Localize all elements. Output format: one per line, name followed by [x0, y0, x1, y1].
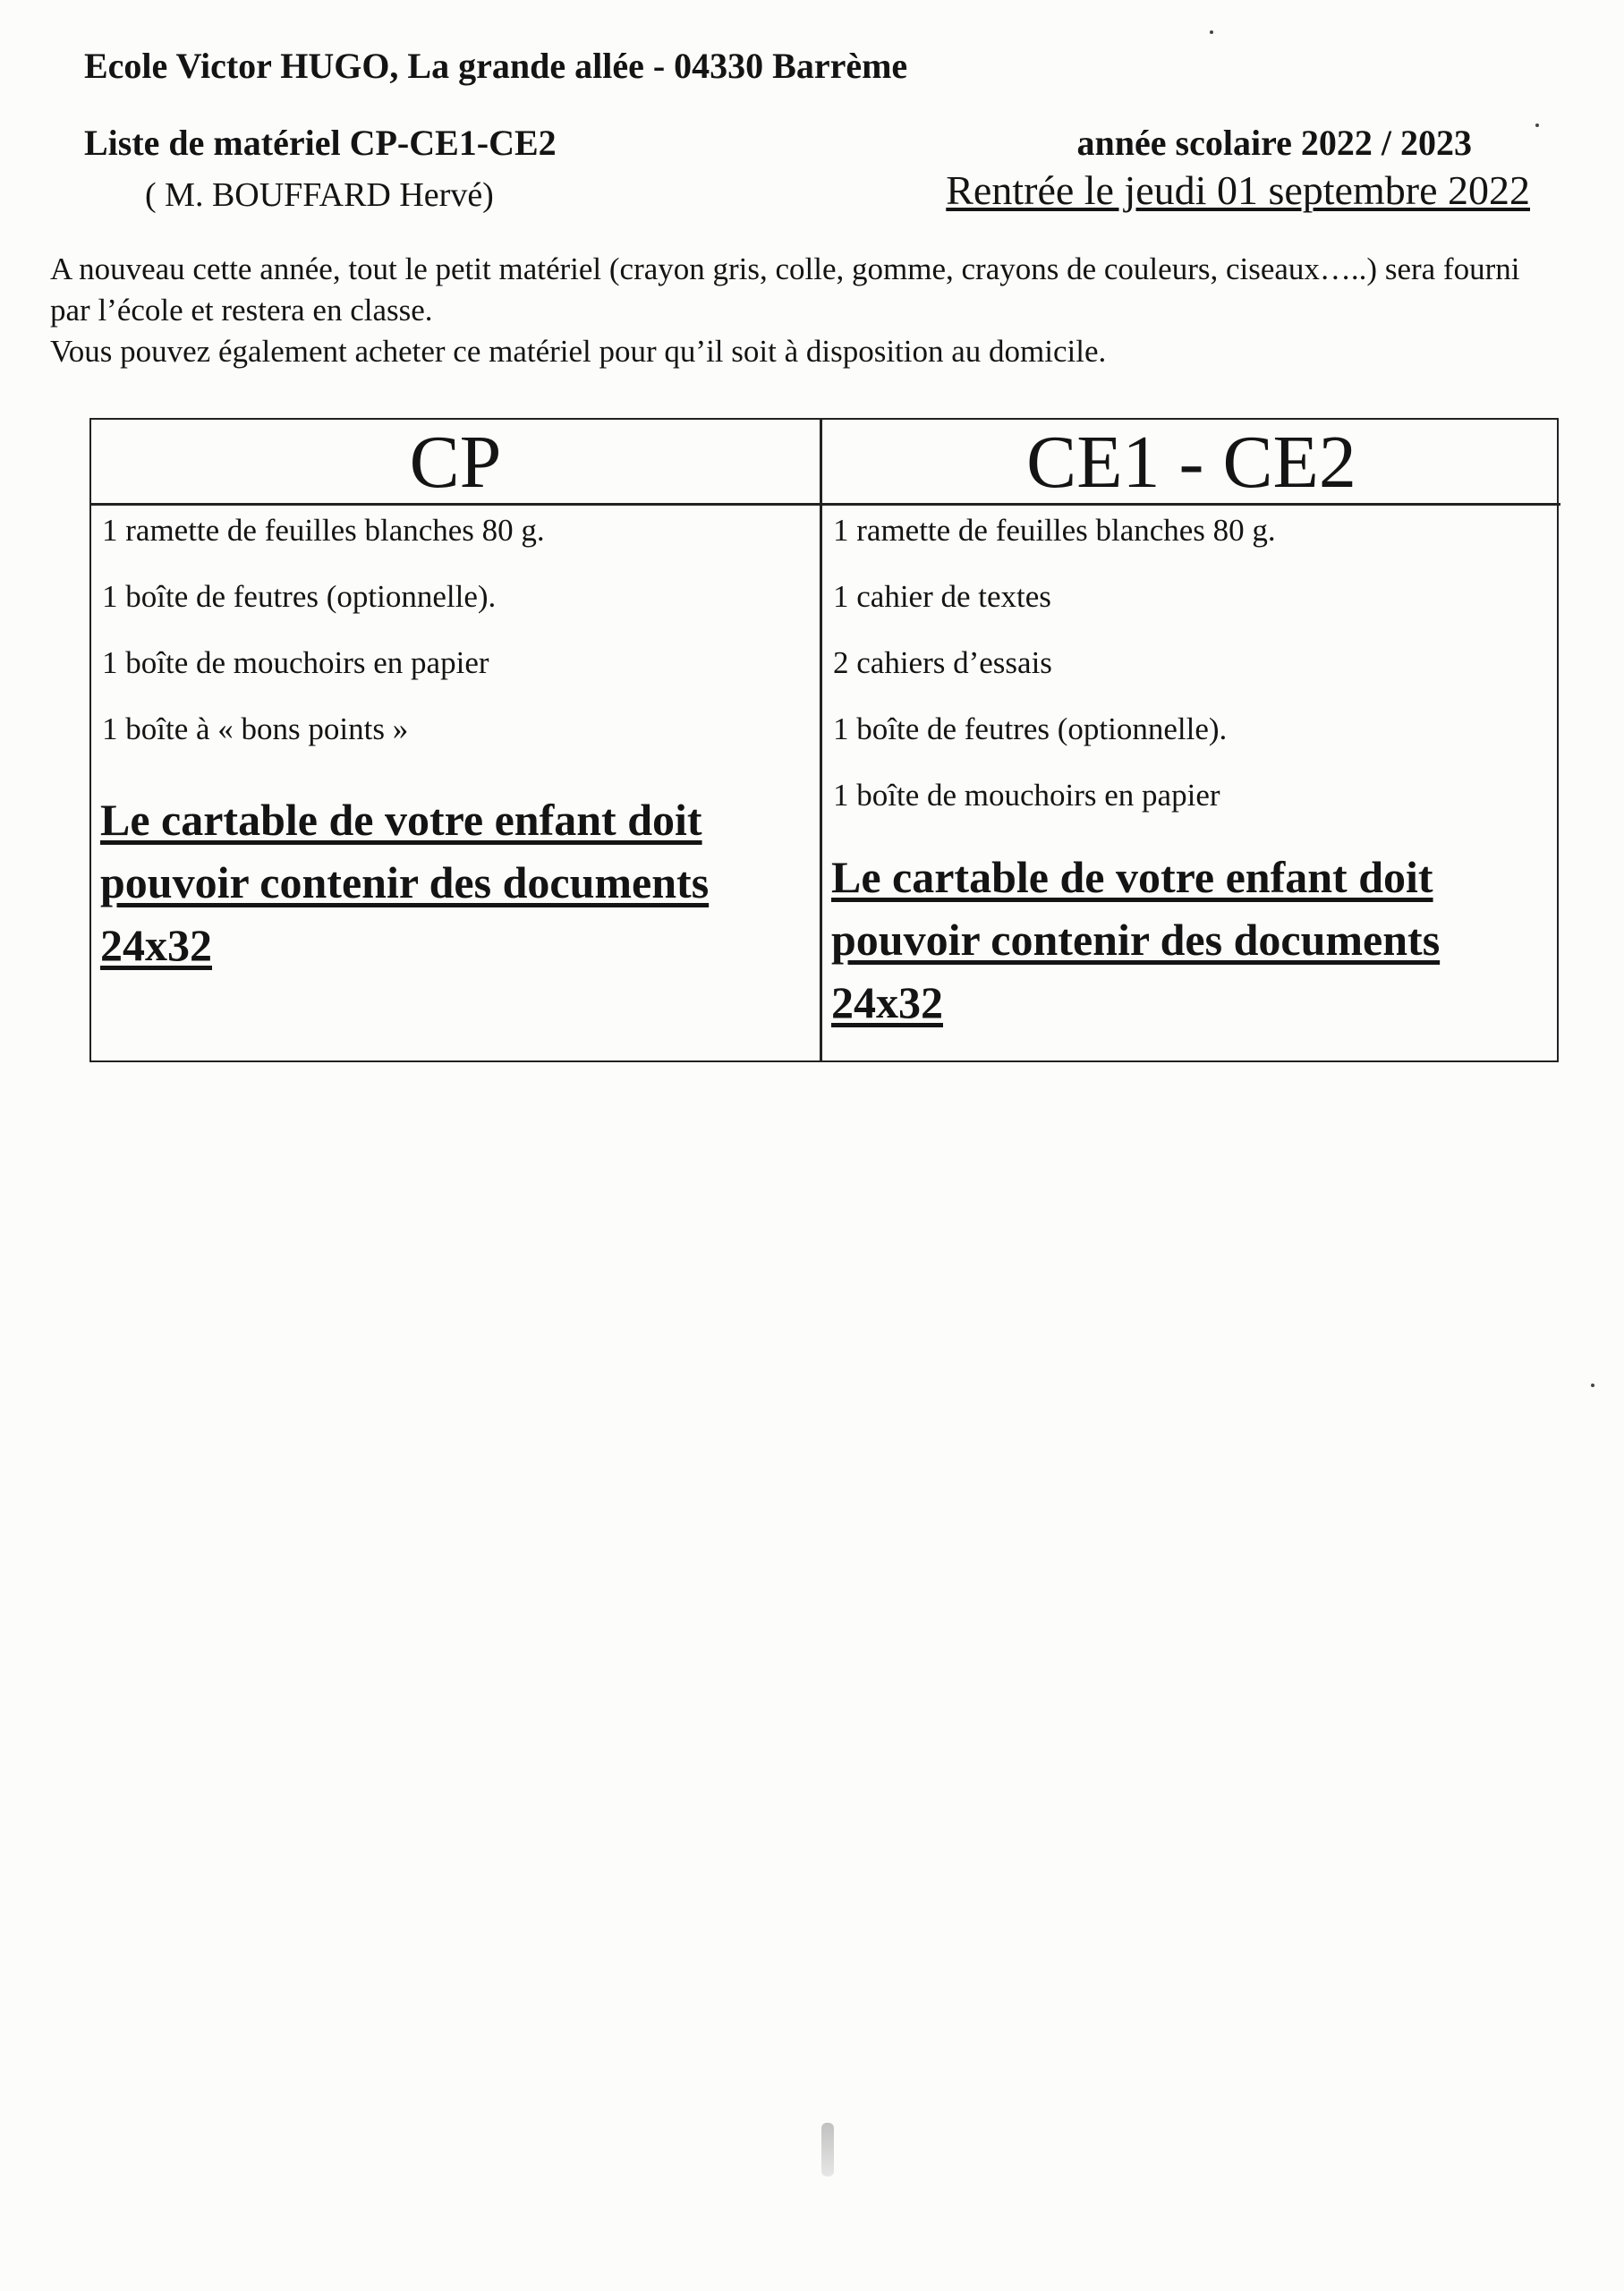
scan-speck: [1535, 123, 1539, 127]
ce-heading: CE1 - CE2: [822, 420, 1560, 506]
ce-column: [822, 420, 1560, 1060]
cp-item: 1 boîte de feutres (optionnelle).: [102, 579, 497, 614]
ce-item: 1 cahier de textes: [833, 579, 1051, 614]
teacher-name: ( M. BOUFFARD Hervé): [145, 176, 494, 214]
intro-line-1: A nouveau cette année, tout le petit matériel (crayon gris, colle, gomme, crayons de couleurs, ciseaux…..) sera fourni par l’école et restera en classe.: [50, 251, 1520, 328]
scan-speck: [1591, 1384, 1594, 1387]
ce-item: 1 boîte de feutres (optionnelle).: [833, 711, 1228, 746]
ce-bag-note: Le cartable de votre enfant doit pouvoir contenir des documents 24x32: [831, 852, 1441, 1027]
cp-bag-note: Le cartable de votre enfant doit pouvoir contenir des documents 24x32: [100, 795, 710, 970]
school-name: Ecole Victor HUGO, La grande allée - 04330 Barrème: [84, 46, 908, 86]
ce-item: 1 boîte de mouchoirs en papier: [833, 778, 1220, 813]
rentree-date: Rentrée le jeudi 01 septembre 2022: [946, 167, 1530, 213]
cp-item: 1 boîte de mouchoirs en papier: [102, 645, 489, 680]
cp-item: 1 boîte à « bons points »: [102, 711, 409, 746]
scan-smudge: [821, 2123, 834, 2176]
scan-speck: [1210, 30, 1213, 34]
supplies-table: [89, 418, 1559, 1062]
ce-item: 2 cahiers d’essais: [833, 645, 1052, 680]
list-title: Liste de matériel CP-CE1-CE2: [84, 123, 557, 163]
cp-item: 1 ramette de feuilles blanches 80 g.: [102, 513, 545, 548]
cp-items: [91, 506, 820, 771]
school-year: année scolaire 2022 / 2023: [1076, 123, 1472, 163]
intro-line-2: Vous pouvez également acheter ce matériel pour qu’il soit à disposition au domicile.: [50, 334, 1107, 369]
cp-heading: CP: [91, 420, 820, 506]
ce-items: [822, 506, 1560, 837]
ce-item: 1 ramette de feuilles blanches 80 g.: [833, 513, 1276, 548]
intro-text: [50, 249, 1562, 372]
cp-column: [91, 420, 822, 1060]
